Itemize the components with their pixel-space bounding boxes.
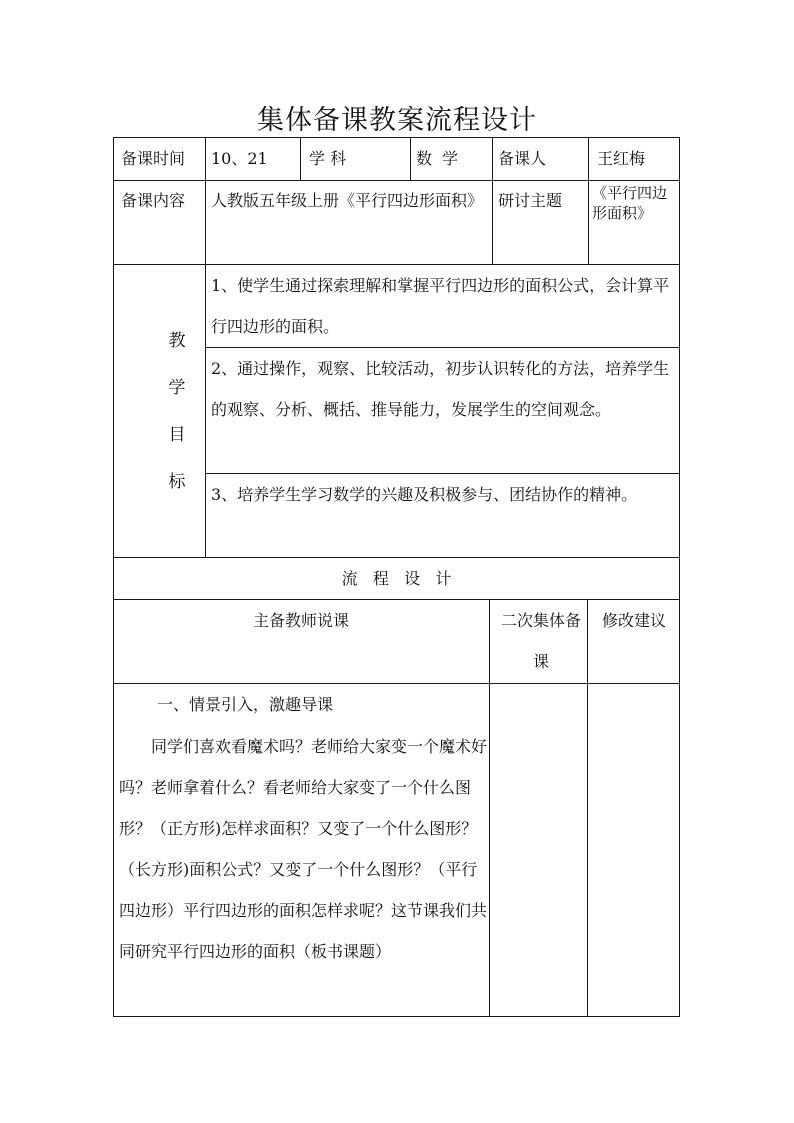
goal-item: 3、培养学生学习数学的兴趣及积极参与、团结协作的精神。 [211,485,638,504]
col-divider [588,137,589,264]
subject-value: 数 学 [416,149,459,168]
col-divider [300,137,301,180]
time-value: 10、21 [211,149,268,168]
content-value: 人教版五年级上册《平行四边形面积》 [211,191,484,210]
lesson-paragraph: 同学们喜欢看魔术吗？老师给大家变一个魔术好吗？老师拿着什么？看老师给大家变了一个什么图形？（正方形)怎样求面积？又变了一个什么图形？（长方形)面积公式？又变了一个什么图形？（平行四边形）平行四边形的面积怎样求呢？这节课我们共同研究平行四边形的面积（板书课题） [119,737,488,961]
col-divider [492,137,493,264]
col-header-second: 二次集体备课 [501,611,582,671]
goals-label-char: 标 [168,472,186,492]
goal-item: 2、通过操作，观察、比较活动，初步认识转化的方法，培养学生的观察、分析、概括、推导能力，发展学生的空间观念。 [211,359,670,419]
preparer-label: 备课人 [498,149,547,168]
topic-label: 研讨主题 [498,191,563,210]
col-header-suggest: 修改建议 [601,611,666,630]
topic-value: 《平行四边形面积》 [592,184,668,222]
subject-label: 学 科 [309,149,347,168]
lesson-plan-table [113,137,680,1017]
goal-item: 1、使学生通过探索理解和掌握平行四边形的面积公式，会计算平行四边形的面积。 [211,276,670,336]
col-header-main: 主备教师说课 [252,611,349,630]
col-divider [205,137,206,557]
goals-label-char: 教 [168,331,186,351]
table-border-bottom [113,1016,680,1017]
goals-label-char: 学 [168,378,186,398]
col-divider [587,599,588,1017]
flow-header: 流 程 设 计 [341,569,452,588]
preparer-value: 王红梅 [597,149,646,168]
col-divider [489,599,490,1017]
page-title: 集体备课教案流程设计 [257,105,537,136]
content-label: 备课内容 [121,191,186,210]
col-divider [410,137,411,180]
goals-label-char: 目 [168,425,186,445]
time-label: 备课时间 [121,149,186,168]
table-border-top [113,137,680,138]
lesson-section-title: 一、情景引入，激趣导课 [157,695,334,714]
